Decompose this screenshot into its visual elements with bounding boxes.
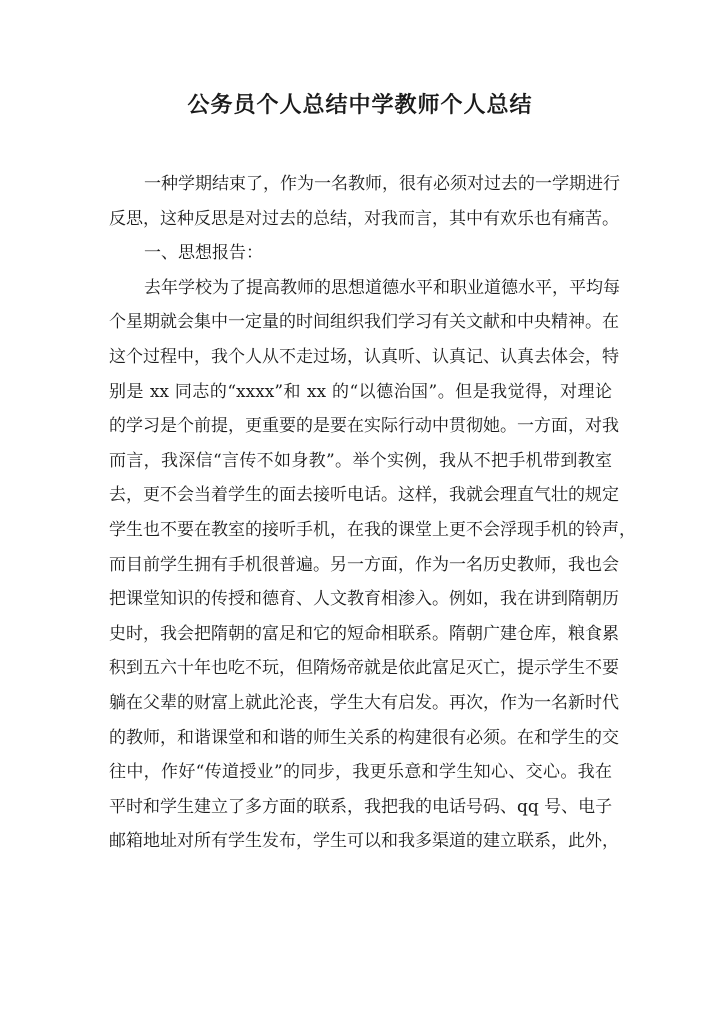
- body-text-line: 往中，作好“传道授业”的同步，我更乐意和学生知心、交心。我在: [109, 762, 612, 783]
- body-text-line: 的教师，和谐课堂和和谐的师生关系的构建很有必须。在和学生的交: [109, 727, 619, 748]
- body-text-line: 反思，这种反思是对过去的总结，对我而言，其中有欢乐也有痛苦。: [109, 208, 619, 229]
- body-text-line: 去，更不会当着学生的面去接听电话。这样，我就会理直气壮的规定: [109, 485, 619, 506]
- body-text-line: 一、思想报告：: [144, 243, 263, 264]
- body-text-line: 史时，我会把隋朝的富足和它的短命相联系。隋朝广建仓库，粮食累: [109, 623, 619, 644]
- body-text-line: 别是 xx 同志的“xxxx”和 xx 的“以德治国”。但是我觉得，对理论: [109, 381, 612, 402]
- body-text-line: 个星期就会集中一定量的时间组织我们学习有关文献和中央精神。在: [109, 312, 619, 333]
- body-text-line: 一种学期结束了，作为一名教师，很有必须对过去的一学期进行: [144, 174, 620, 194]
- body-text-line: 积到五六十年也吃不玩，但隋炀帝就是依此富足灭亡，提示学生不要: [109, 658, 619, 679]
- document-body: [109, 167, 636, 859]
- body-text-line: 去年学校为了提高教师的思想道德水平和职业道德水平，平均每: [144, 277, 620, 298]
- body-text-line: 平时和学生建立了多方面的联系，我把我的电话号码、qq 号、电子: [109, 796, 613, 817]
- body-text-line: 而言，我深信“言传不如身教”。举个实例，我从不把手机带到教室: [109, 450, 612, 471]
- body-text-line: 躺在父辈的财富上就此沦丧，学生大有启发。再次，作为一名新时代: [109, 692, 619, 713]
- body-text-line: 的学习是个前提，更重要的是要在实际行动中贯彻她。一方面，对我: [109, 416, 619, 437]
- body-text-line: 邮箱地址对所有学生发布，学生可以和我多渠道的建立联系，此外，: [109, 831, 619, 852]
- body-text-line: 把课堂知识的传授和德育、人文教育相渗入。例如，我在讲到隋朝历: [109, 589, 619, 610]
- body-text-line: 这个过程中，我个人从不走过场，认真听、认真记、认真去体会，特: [109, 346, 619, 367]
- body-text-line: 而目前学生拥有手机很普遍。另一方面，作为一名历史教师，我也会: [109, 554, 619, 575]
- body-text-line: 学生也不要在教室的接听手机，在我的课堂上更不会浮现手机的铃声，: [109, 519, 636, 540]
- document-title: 公务员个人总结中学教师个人总结: [187, 92, 533, 118]
